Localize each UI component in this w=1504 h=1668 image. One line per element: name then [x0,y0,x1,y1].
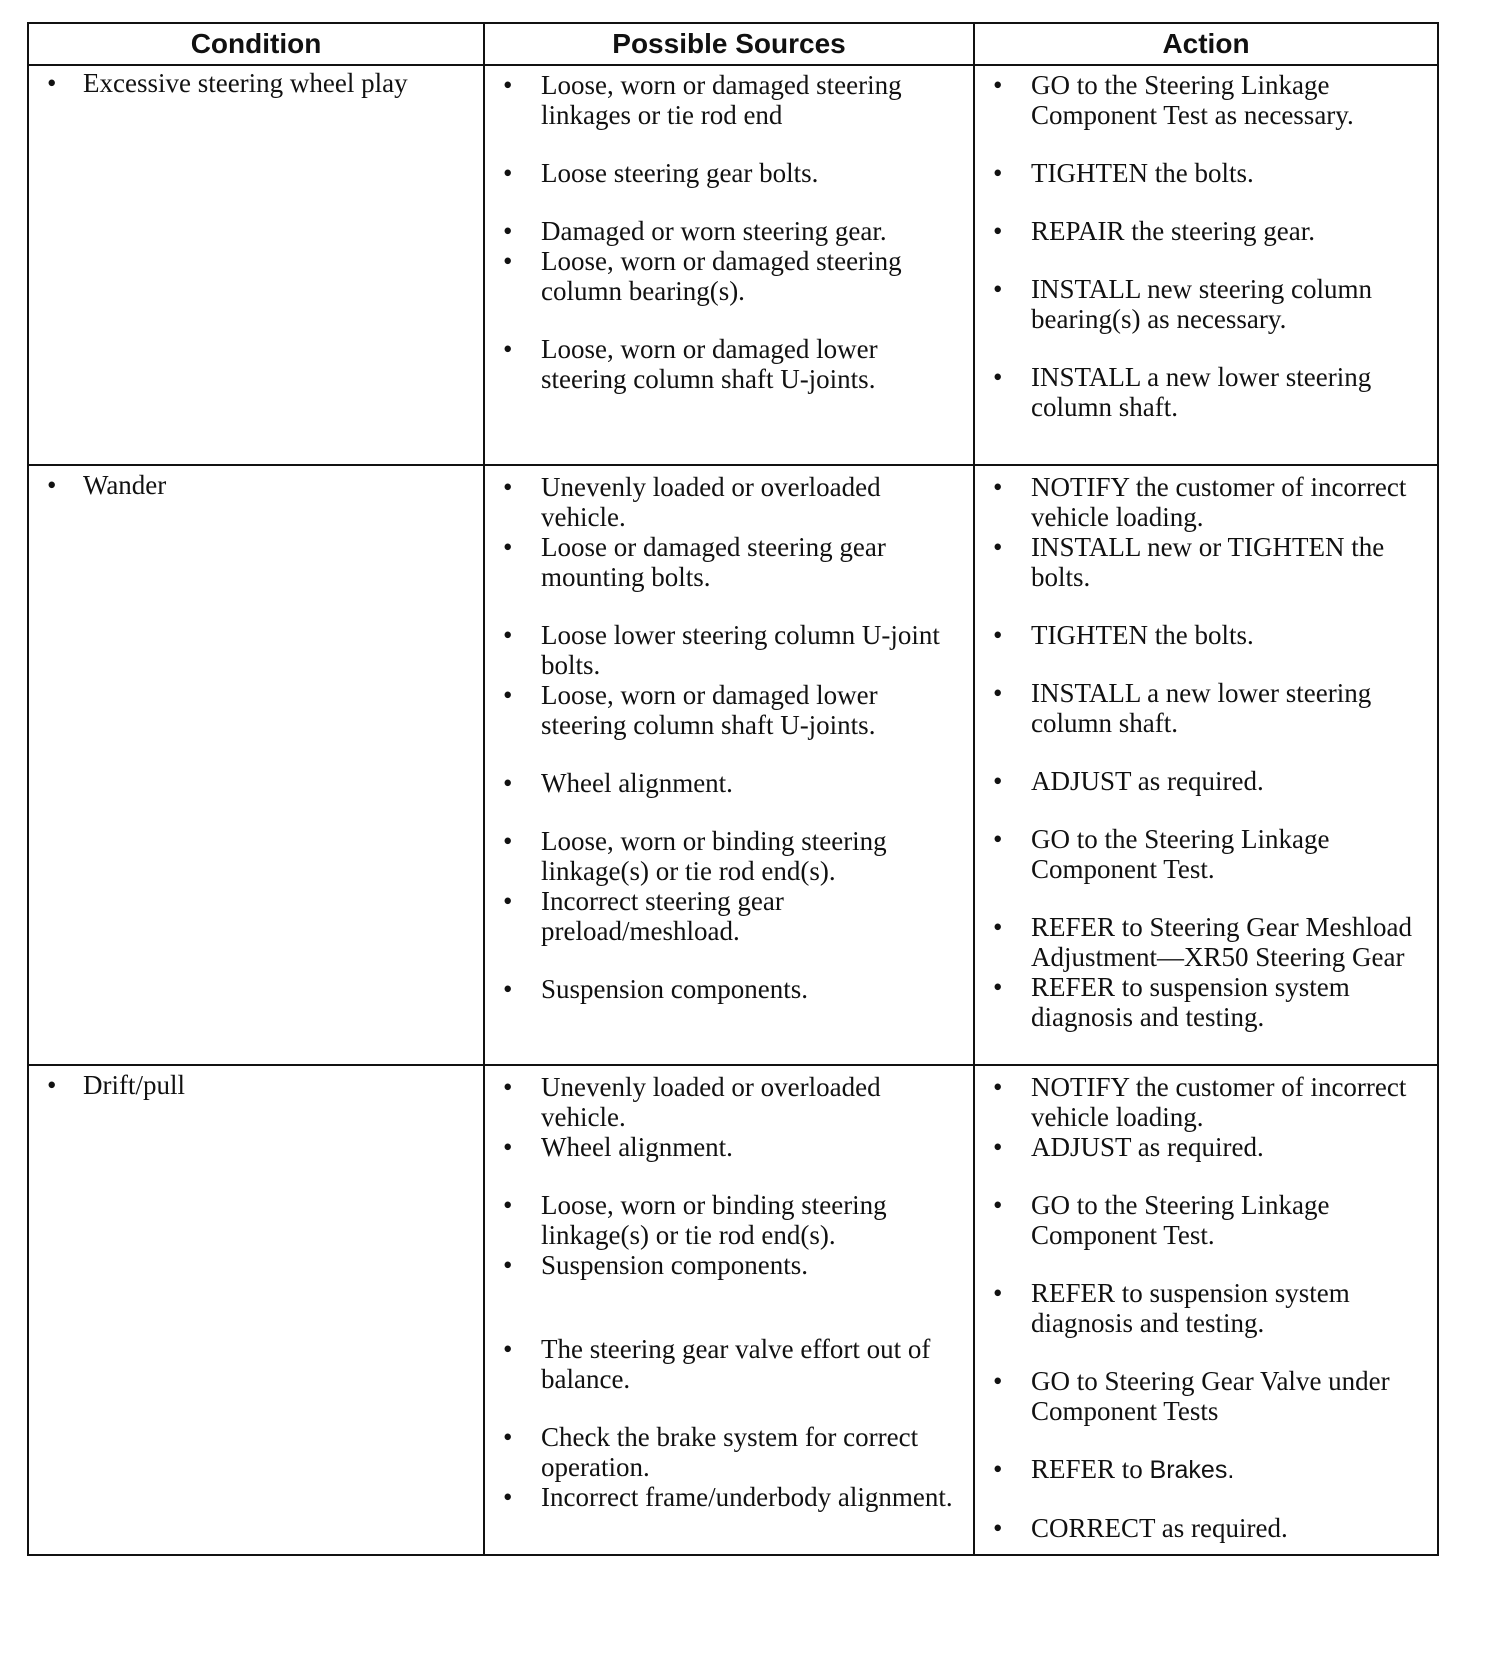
sources-cell [484,1065,974,1555]
condition-text: • Drift/pull [43,1070,473,1100]
source-item: • Wheel alignment. [499,768,957,798]
source-item: • Loose lower steering column U-joint bolts. [499,620,957,680]
action-item: • INSTALL new steering column bearing(s) as necessary. [989,274,1421,334]
action-item: • INSTALL a new lower steering column shaft. [989,678,1421,738]
action-item: • NOTIFY the customer of incorrect vehicle loading. [989,1072,1421,1132]
action-item: • CORRECT as required. [989,1513,1421,1543]
source-item: • Check the brake system for correct operation. [499,1422,957,1482]
action-item: • INSTALL a new lower steering column shaft. [989,362,1421,422]
source-item: • Unevenly loaded or overloaded vehicle. [499,1072,957,1132]
header-condition: Condition [28,23,484,65]
table-row-drift-pull [28,1065,1438,1555]
sources-cell [484,65,974,465]
action-item: • ADJUST as required. [989,1132,1421,1162]
source-item: • Damaged or worn steering gear. [499,216,957,246]
source-item: • The steering gear valve effort out of balance. [499,1334,957,1394]
action-item: • REFER to suspension system diagnosis and testing. [989,1278,1421,1338]
source-item: • Loose, worn or binding steering linkage(s) or tie rod end(s). [499,1190,957,1250]
diagnosis-table [27,22,1439,1556]
source-item: • Incorrect frame/underbody alignment. [499,1482,957,1512]
actions-cell [974,1065,1438,1555]
action-item: • GO to the Steering Linkage Component Test. [989,824,1421,884]
actions-cell [974,465,1438,1065]
condition-text: • Wander [43,470,473,500]
source-item: • Loose, worn or damaged steering column bearing(s). [499,246,957,306]
source-item: • Suspension components. [499,974,957,1004]
action-item: • REFER to suspension system diagnosis and testing. [989,972,1421,1032]
action-item: • GO to the Steering Linkage Component Test. [989,1190,1421,1250]
condition-cell [28,1065,484,1555]
header-row [28,23,1438,65]
source-item: • Loose, worn or damaged steering linkages or tie rod end [499,70,957,130]
action-item: • GO to the Steering Linkage Component Test as necessary. [989,70,1421,130]
source-item: • Loose, worn or binding steering linkage(s) or tie rod end(s). [499,826,957,886]
source-item: • Wheel alignment. [499,1132,957,1162]
action-item: • TIGHTEN the bolts. [989,158,1421,188]
source-item: • Loose or damaged steering gear mounting bolts. [499,532,957,592]
action-text: REFER to [1031,1454,1143,1484]
condition-text: • Excessive steering wheel play [43,68,473,98]
header-possible-sources: Possible Sources [484,23,974,65]
action-item: • INSTALL new or TIGHTEN the bolts. [989,532,1421,592]
source-item: • Loose steering gear bolts. [499,158,957,188]
condition-cell [28,465,484,1065]
source-item: • Suspension components. [499,1250,957,1280]
table-row-wander [28,465,1438,1065]
action-item: • REFER to Steering Gear Meshload Adjustment—XR50 Steering Gear [989,912,1421,972]
action-item: • GO to Steering Gear Valve under Component Tests [989,1366,1421,1426]
table-row-excessive-play [28,65,1438,465]
source-item: • Unevenly loaded or overloaded vehicle. [499,472,957,532]
action-item: • REPAIR the steering gear. [989,216,1421,246]
source-item: • Loose, worn or damaged lower steering column shaft U-joints. [499,680,957,740]
action-item: • TIGHTEN the bolts. [989,620,1421,650]
actions-cell [974,65,1438,465]
header-action: Action [974,23,1438,65]
condition-cell [28,65,484,465]
brakes-reference: Brakes. [1149,1456,1235,1484]
source-item: • Loose, worn or damaged lower steering column shaft U-joints. [499,334,957,394]
action-item: • ADJUST as required. [989,766,1421,796]
source-item: • Incorrect steering gear preload/meshload. [499,886,957,946]
action-item: • NOTIFY the customer of incorrect vehicle loading. [989,472,1421,532]
sources-cell [484,465,974,1065]
action-item-brakes [989,1454,1421,1485]
